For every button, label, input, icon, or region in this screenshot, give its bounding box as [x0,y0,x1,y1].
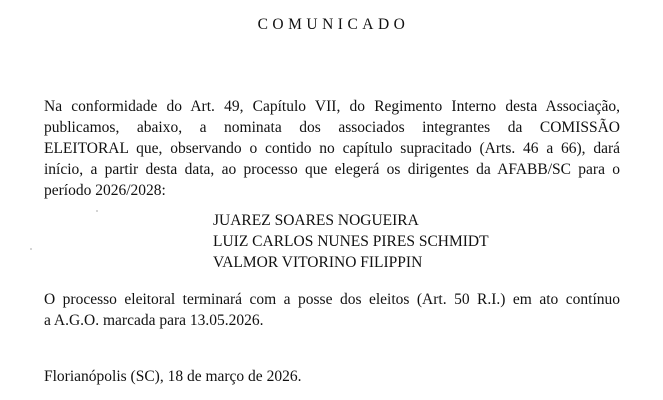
scan-speck [30,248,32,250]
closing-line: a A.G.O. marcada para 13.05.2026. [44,312,264,329]
member-name: JUAREZ SOARES NOGUEIRA [213,212,419,229]
document-title: COMUNICADO [257,16,410,33]
commission-members-list [213,210,489,273]
member-name: LUIZ CARLOS NUNES PIRES SCHMIDT [213,233,489,250]
intro-line: publicamos, abaixo, a nominata dos associados integrantes da COMISSÃO [44,119,620,136]
intro-line: período 2026/2028: [44,182,166,199]
intro-line: ELEITORAL que, observando o contido no capítulo supracitado (Arts. 46 a 66), dará [44,140,620,157]
closing-line: O processo eleitoral terminará com a posse dos eleitos (Art. 50 R.I.) em ato contínuo [44,291,620,308]
scan-speck [96,210,98,212]
intro-line: início, a partir desta data, ao processo que elegerá os dirigentes da AFABB/SC para o [44,161,620,178]
member-name: VALMOR VITORINO FILIPPIN [213,254,423,271]
place-date: Florianópolis (SC), 18 de março de 2026. [44,368,302,385]
closing-paragraph [44,289,620,331]
intro-paragraph [44,96,620,201]
intro-line: Na conformidade do Art. 49, Capítulo VII, do Regimento Interno desta Associação, [44,98,620,115]
